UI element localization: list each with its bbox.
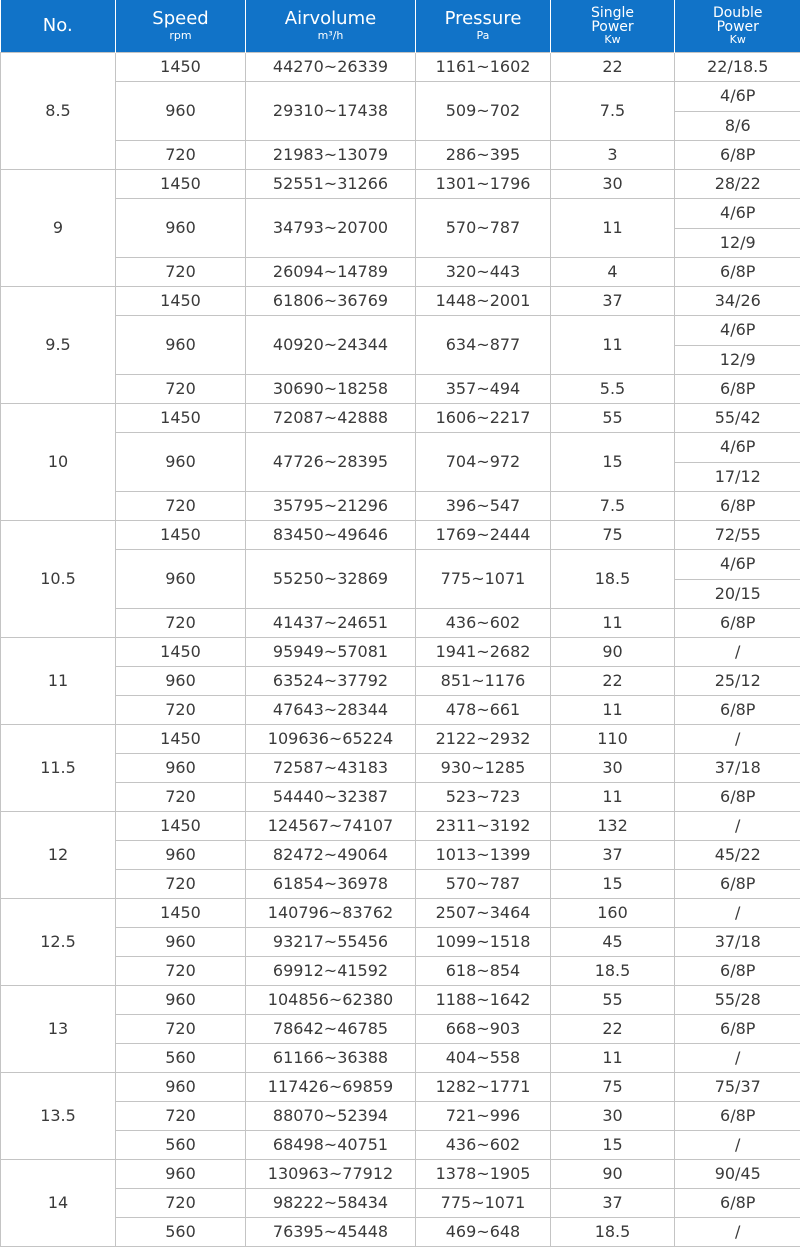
cell-airvolume: 109636~65224 [246, 725, 416, 754]
cell-speed: 960 [116, 433, 246, 492]
cell-pressure: 1188~1642 [416, 986, 551, 1015]
cell-airvolume: 78642~46785 [246, 1015, 416, 1044]
cell-pressure: 1378~1905 [416, 1160, 551, 1189]
cell-pressure: 2507~3464 [416, 899, 551, 928]
cell-airvolume: 88070~52394 [246, 1102, 416, 1131]
cell-single: 30 [551, 170, 675, 199]
cell-single: 75 [551, 1073, 675, 1102]
cell-single: 3 [551, 141, 675, 170]
cell-pressure: 721~996 [416, 1102, 551, 1131]
cell-pressure: 570~787 [416, 199, 551, 258]
cell-speed: 1450 [116, 53, 246, 82]
cell-double-power: 28/22 [675, 170, 800, 199]
cell-model-no: 14 [1, 1160, 116, 1247]
cell-speed: 720 [116, 696, 246, 725]
cell-speed: 720 [116, 258, 246, 287]
double-power-value: 4/6P [675, 82, 800, 111]
table-row [1, 1073, 800, 1102]
cell-speed: 1450 [116, 404, 246, 433]
cell-speed: 960 [116, 316, 246, 375]
cell-double-power: 25/12 [675, 667, 800, 696]
table-row [1, 812, 800, 841]
cell-model-no: 9.5 [1, 287, 116, 404]
cell-pressure: 618~854 [416, 957, 551, 986]
cell-pressure: 396~547 [416, 492, 551, 521]
cell-speed: 1450 [116, 812, 246, 841]
table-row [1, 199, 800, 258]
cell-pressure: 1941~2682 [416, 638, 551, 667]
cell-speed: 960 [116, 550, 246, 609]
cell-single: 37 [551, 287, 675, 316]
cell-model-no: 12 [1, 812, 116, 899]
cell-speed: 960 [116, 754, 246, 783]
cell-model-no: 13.5 [1, 1073, 116, 1160]
cell-single: 110 [551, 725, 675, 754]
cell-model-no: 10.5 [1, 521, 116, 638]
table-row [1, 754, 800, 783]
cell-double-power: 6/8P [675, 141, 800, 170]
cell-pressure: 1606~2217 [416, 404, 551, 433]
cell-single: 90 [551, 1160, 675, 1189]
cell-single: 18.5 [551, 957, 675, 986]
cell-pressure: 523~723 [416, 783, 551, 812]
cell-double-power: / [675, 1044, 800, 1073]
cell-airvolume: 63524~37792 [246, 667, 416, 696]
cell-double-power: 22/18.5 [675, 53, 800, 82]
cell-single: 22 [551, 53, 675, 82]
cell-single: 18.5 [551, 550, 675, 609]
cell-speed: 960 [116, 1160, 246, 1189]
double-power-value: 4/6P [675, 199, 800, 228]
cell-double-power: 6/8P [675, 783, 800, 812]
cell-airvolume: 47726~28395 [246, 433, 416, 492]
cell-model-no: 10 [1, 404, 116, 521]
cell-pressure: 775~1071 [416, 1189, 551, 1218]
cell-double-power: 45/22 [675, 841, 800, 870]
table-row [1, 696, 800, 725]
cell-single: 4 [551, 258, 675, 287]
cell-speed: 1450 [116, 170, 246, 199]
cell-single: 55 [551, 404, 675, 433]
table-row [1, 141, 800, 170]
cell-airvolume: 98222~58434 [246, 1189, 416, 1218]
double-power-value: 4/6P [675, 316, 800, 345]
cell-speed: 960 [116, 1073, 246, 1102]
double-power-value: 12/9 [675, 228, 800, 258]
table-row [1, 1189, 800, 1218]
table-row [1, 725, 800, 754]
cell-speed: 560 [116, 1131, 246, 1160]
cell-pressure: 478~661 [416, 696, 551, 725]
table-row [1, 1015, 800, 1044]
cell-pressure: 469~648 [416, 1218, 551, 1247]
cell-single: 30 [551, 1102, 675, 1131]
cell-single: 22 [551, 1015, 675, 1044]
cell-double-power [675, 199, 800, 258]
cell-pressure: 668~903 [416, 1015, 551, 1044]
cell-airvolume: 54440~32387 [246, 783, 416, 812]
cell-airvolume: 21983~13079 [246, 141, 416, 170]
cell-single: 11 [551, 696, 675, 725]
cell-single: 7.5 [551, 82, 675, 141]
table-row [1, 1131, 800, 1160]
header-speed: Speed rpm [116, 0, 246, 53]
cell-model-no: 11.5 [1, 725, 116, 812]
table-row [1, 957, 800, 986]
cell-speed: 1450 [116, 899, 246, 928]
table-row [1, 1102, 800, 1131]
cell-speed: 1450 [116, 638, 246, 667]
cell-speed: 960 [116, 928, 246, 957]
cell-double-power: / [675, 1131, 800, 1160]
cell-airvolume: 41437~24651 [246, 609, 416, 638]
cell-double-power: 6/8P [675, 870, 800, 899]
cell-double-power: 6/8P [675, 1189, 800, 1218]
cell-model-no: 12.5 [1, 899, 116, 986]
cell-pressure: 404~558 [416, 1044, 551, 1073]
header-airvolume: Airvolume m³/h [246, 0, 416, 53]
cell-pressure: 775~1071 [416, 550, 551, 609]
table-row [1, 870, 800, 899]
cell-speed: 720 [116, 492, 246, 521]
cell-airvolume: 61854~36978 [246, 870, 416, 899]
cell-airvolume: 35795~21296 [246, 492, 416, 521]
cell-single: 55 [551, 986, 675, 1015]
cell-airvolume: 44270~26339 [246, 53, 416, 82]
cell-airvolume: 69912~41592 [246, 957, 416, 986]
cell-pressure: 1013~1399 [416, 841, 551, 870]
cell-airvolume: 76395~45448 [246, 1218, 416, 1247]
cell-single: 37 [551, 841, 675, 870]
cell-airvolume: 47643~28344 [246, 696, 416, 725]
cell-pressure: 1099~1518 [416, 928, 551, 957]
cell-pressure: 509~702 [416, 82, 551, 141]
cell-single: 11 [551, 199, 675, 258]
table-row [1, 928, 800, 957]
cell-airvolume: 95949~57081 [246, 638, 416, 667]
cell-single: 11 [551, 783, 675, 812]
cell-double-power: 55/42 [675, 404, 800, 433]
table-row [1, 258, 800, 287]
cell-double-power [675, 82, 800, 141]
cell-double-power: 37/18 [675, 928, 800, 957]
cell-double-power: 6/8P [675, 258, 800, 287]
cell-double-power: 37/18 [675, 754, 800, 783]
table-row [1, 638, 800, 667]
cell-speed: 1450 [116, 725, 246, 754]
cell-speed: 720 [116, 1102, 246, 1131]
cell-airvolume: 124567~74107 [246, 812, 416, 841]
table-row [1, 609, 800, 638]
cell-pressure: 286~395 [416, 141, 551, 170]
cell-pressure: 1282~1771 [416, 1073, 551, 1102]
cell-pressure: 2122~2932 [416, 725, 551, 754]
cell-single: 75 [551, 521, 675, 550]
table-row [1, 986, 800, 1015]
cell-pressure: 704~972 [416, 433, 551, 492]
cell-single: 22 [551, 667, 675, 696]
cell-double-power: 34/26 [675, 287, 800, 316]
table-header [1, 0, 800, 53]
cell-single: 132 [551, 812, 675, 841]
table-row [1, 375, 800, 404]
cell-airvolume: 55250~32869 [246, 550, 416, 609]
cell-pressure: 1161~1602 [416, 53, 551, 82]
table-row [1, 783, 800, 812]
table-row [1, 316, 800, 375]
cell-speed: 720 [116, 1015, 246, 1044]
cell-speed: 720 [116, 870, 246, 899]
cell-double-power: 6/8P [675, 957, 800, 986]
cell-double-power: 6/8P [675, 609, 800, 638]
cell-double-power: 72/55 [675, 521, 800, 550]
cell-airvolume: 93217~55456 [246, 928, 416, 957]
table-row [1, 492, 800, 521]
cell-single: 37 [551, 1189, 675, 1218]
cell-double-power: / [675, 638, 800, 667]
cell-pressure: 930~1285 [416, 754, 551, 783]
header-double-power: Double Power Kw [675, 0, 800, 53]
table-row [1, 899, 800, 928]
cell-airvolume: 34793~20700 [246, 199, 416, 258]
cell-speed: 560 [116, 1044, 246, 1073]
table-row [1, 1044, 800, 1073]
table-row [1, 170, 800, 199]
cell-single: 7.5 [551, 492, 675, 521]
cell-single: 5.5 [551, 375, 675, 404]
cell-speed: 720 [116, 1189, 246, 1218]
cell-double-power: 6/8P [675, 1015, 800, 1044]
cell-single: 90 [551, 638, 675, 667]
cell-speed: 960 [116, 667, 246, 696]
table-row [1, 1218, 800, 1247]
cell-double-power [675, 550, 800, 609]
cell-single: 30 [551, 754, 675, 783]
cell-pressure: 851~1176 [416, 667, 551, 696]
cell-double-power: / [675, 1218, 800, 1247]
cell-single: 160 [551, 899, 675, 928]
cell-pressure: 634~877 [416, 316, 551, 375]
double-power-value: 12/9 [675, 345, 800, 375]
cell-airvolume: 52551~31266 [246, 170, 416, 199]
cell-speed: 720 [116, 783, 246, 812]
cell-airvolume: 104856~62380 [246, 986, 416, 1015]
cell-single: 18.5 [551, 1218, 675, 1247]
cell-pressure: 436~602 [416, 609, 551, 638]
cell-double-power: 55/28 [675, 986, 800, 1015]
cell-pressure: 1301~1796 [416, 170, 551, 199]
cell-airvolume: 140796~83762 [246, 899, 416, 928]
cell-single: 15 [551, 1131, 675, 1160]
cell-airvolume: 29310~17438 [246, 82, 416, 141]
double-power-value: 20/15 [675, 579, 800, 609]
cell-single: 11 [551, 609, 675, 638]
header-no: No. [1, 0, 116, 53]
table-row [1, 404, 800, 433]
cell-double-power: / [675, 899, 800, 928]
table-row [1, 1160, 800, 1189]
cell-double-power: 6/8P [675, 492, 800, 521]
table-row [1, 287, 800, 316]
cell-model-no: 9 [1, 170, 116, 287]
header-pressure: Pressure Pa [416, 0, 551, 53]
cell-single: 11 [551, 316, 675, 375]
table-row [1, 667, 800, 696]
cell-double-power: / [675, 725, 800, 754]
cell-pressure: 357~494 [416, 375, 551, 404]
cell-airvolume: 61806~36769 [246, 287, 416, 316]
cell-speed: 960 [116, 82, 246, 141]
cell-airvolume: 30690~18258 [246, 375, 416, 404]
cell-airvolume: 40920~24344 [246, 316, 416, 375]
cell-model-no: 8.5 [1, 53, 116, 170]
cell-airvolume: 72587~43183 [246, 754, 416, 783]
table-row [1, 53, 800, 82]
cell-speed: 1450 [116, 287, 246, 316]
table-body [1, 53, 800, 1247]
cell-single: 11 [551, 1044, 675, 1073]
double-power-value: 17/12 [675, 462, 800, 492]
cell-airvolume: 82472~49064 [246, 841, 416, 870]
cell-airvolume: 83450~49646 [246, 521, 416, 550]
cell-speed: 1450 [116, 521, 246, 550]
double-power-value: 4/6P [675, 550, 800, 579]
cell-single: 15 [551, 870, 675, 899]
cell-double-power [675, 316, 800, 375]
cell-airvolume: 72087~42888 [246, 404, 416, 433]
cell-double-power: 6/8P [675, 1102, 800, 1131]
cell-airvolume: 61166~36388 [246, 1044, 416, 1073]
cell-speed: 960 [116, 199, 246, 258]
cell-double-power: 6/8P [675, 696, 800, 725]
cell-pressure: 436~602 [416, 1131, 551, 1160]
double-power-value: 8/6 [675, 111, 800, 141]
table-row [1, 433, 800, 492]
cell-double-power: 6/8P [675, 375, 800, 404]
cell-double-power: 75/37 [675, 1073, 800, 1102]
cell-speed: 960 [116, 841, 246, 870]
cell-speed: 560 [116, 1218, 246, 1247]
cell-airvolume: 26094~14789 [246, 258, 416, 287]
cell-pressure: 320~443 [416, 258, 551, 287]
cell-pressure: 2311~3192 [416, 812, 551, 841]
cell-airvolume: 68498~40751 [246, 1131, 416, 1160]
cell-pressure: 1448~2001 [416, 287, 551, 316]
cell-single: 15 [551, 433, 675, 492]
cell-speed: 960 [116, 986, 246, 1015]
cell-speed: 720 [116, 375, 246, 404]
table-row [1, 841, 800, 870]
cell-airvolume: 130963~77912 [246, 1160, 416, 1189]
cell-pressure: 1769~2444 [416, 521, 551, 550]
cell-pressure: 570~787 [416, 870, 551, 899]
cell-double-power: 90/45 [675, 1160, 800, 1189]
cell-single: 45 [551, 928, 675, 957]
header-single-power: Single Power Kw [551, 0, 675, 53]
cell-speed: 720 [116, 957, 246, 986]
table-row [1, 82, 800, 141]
table-row [1, 521, 800, 550]
cell-model-no: 13 [1, 986, 116, 1073]
cell-double-power: / [675, 812, 800, 841]
cell-airvolume: 117426~69859 [246, 1073, 416, 1102]
table-row [1, 550, 800, 609]
double-power-value: 4/6P [675, 433, 800, 462]
cell-speed: 720 [116, 141, 246, 170]
cell-model-no: 11 [1, 638, 116, 725]
cell-double-power [675, 433, 800, 492]
cell-speed: 720 [116, 609, 246, 638]
